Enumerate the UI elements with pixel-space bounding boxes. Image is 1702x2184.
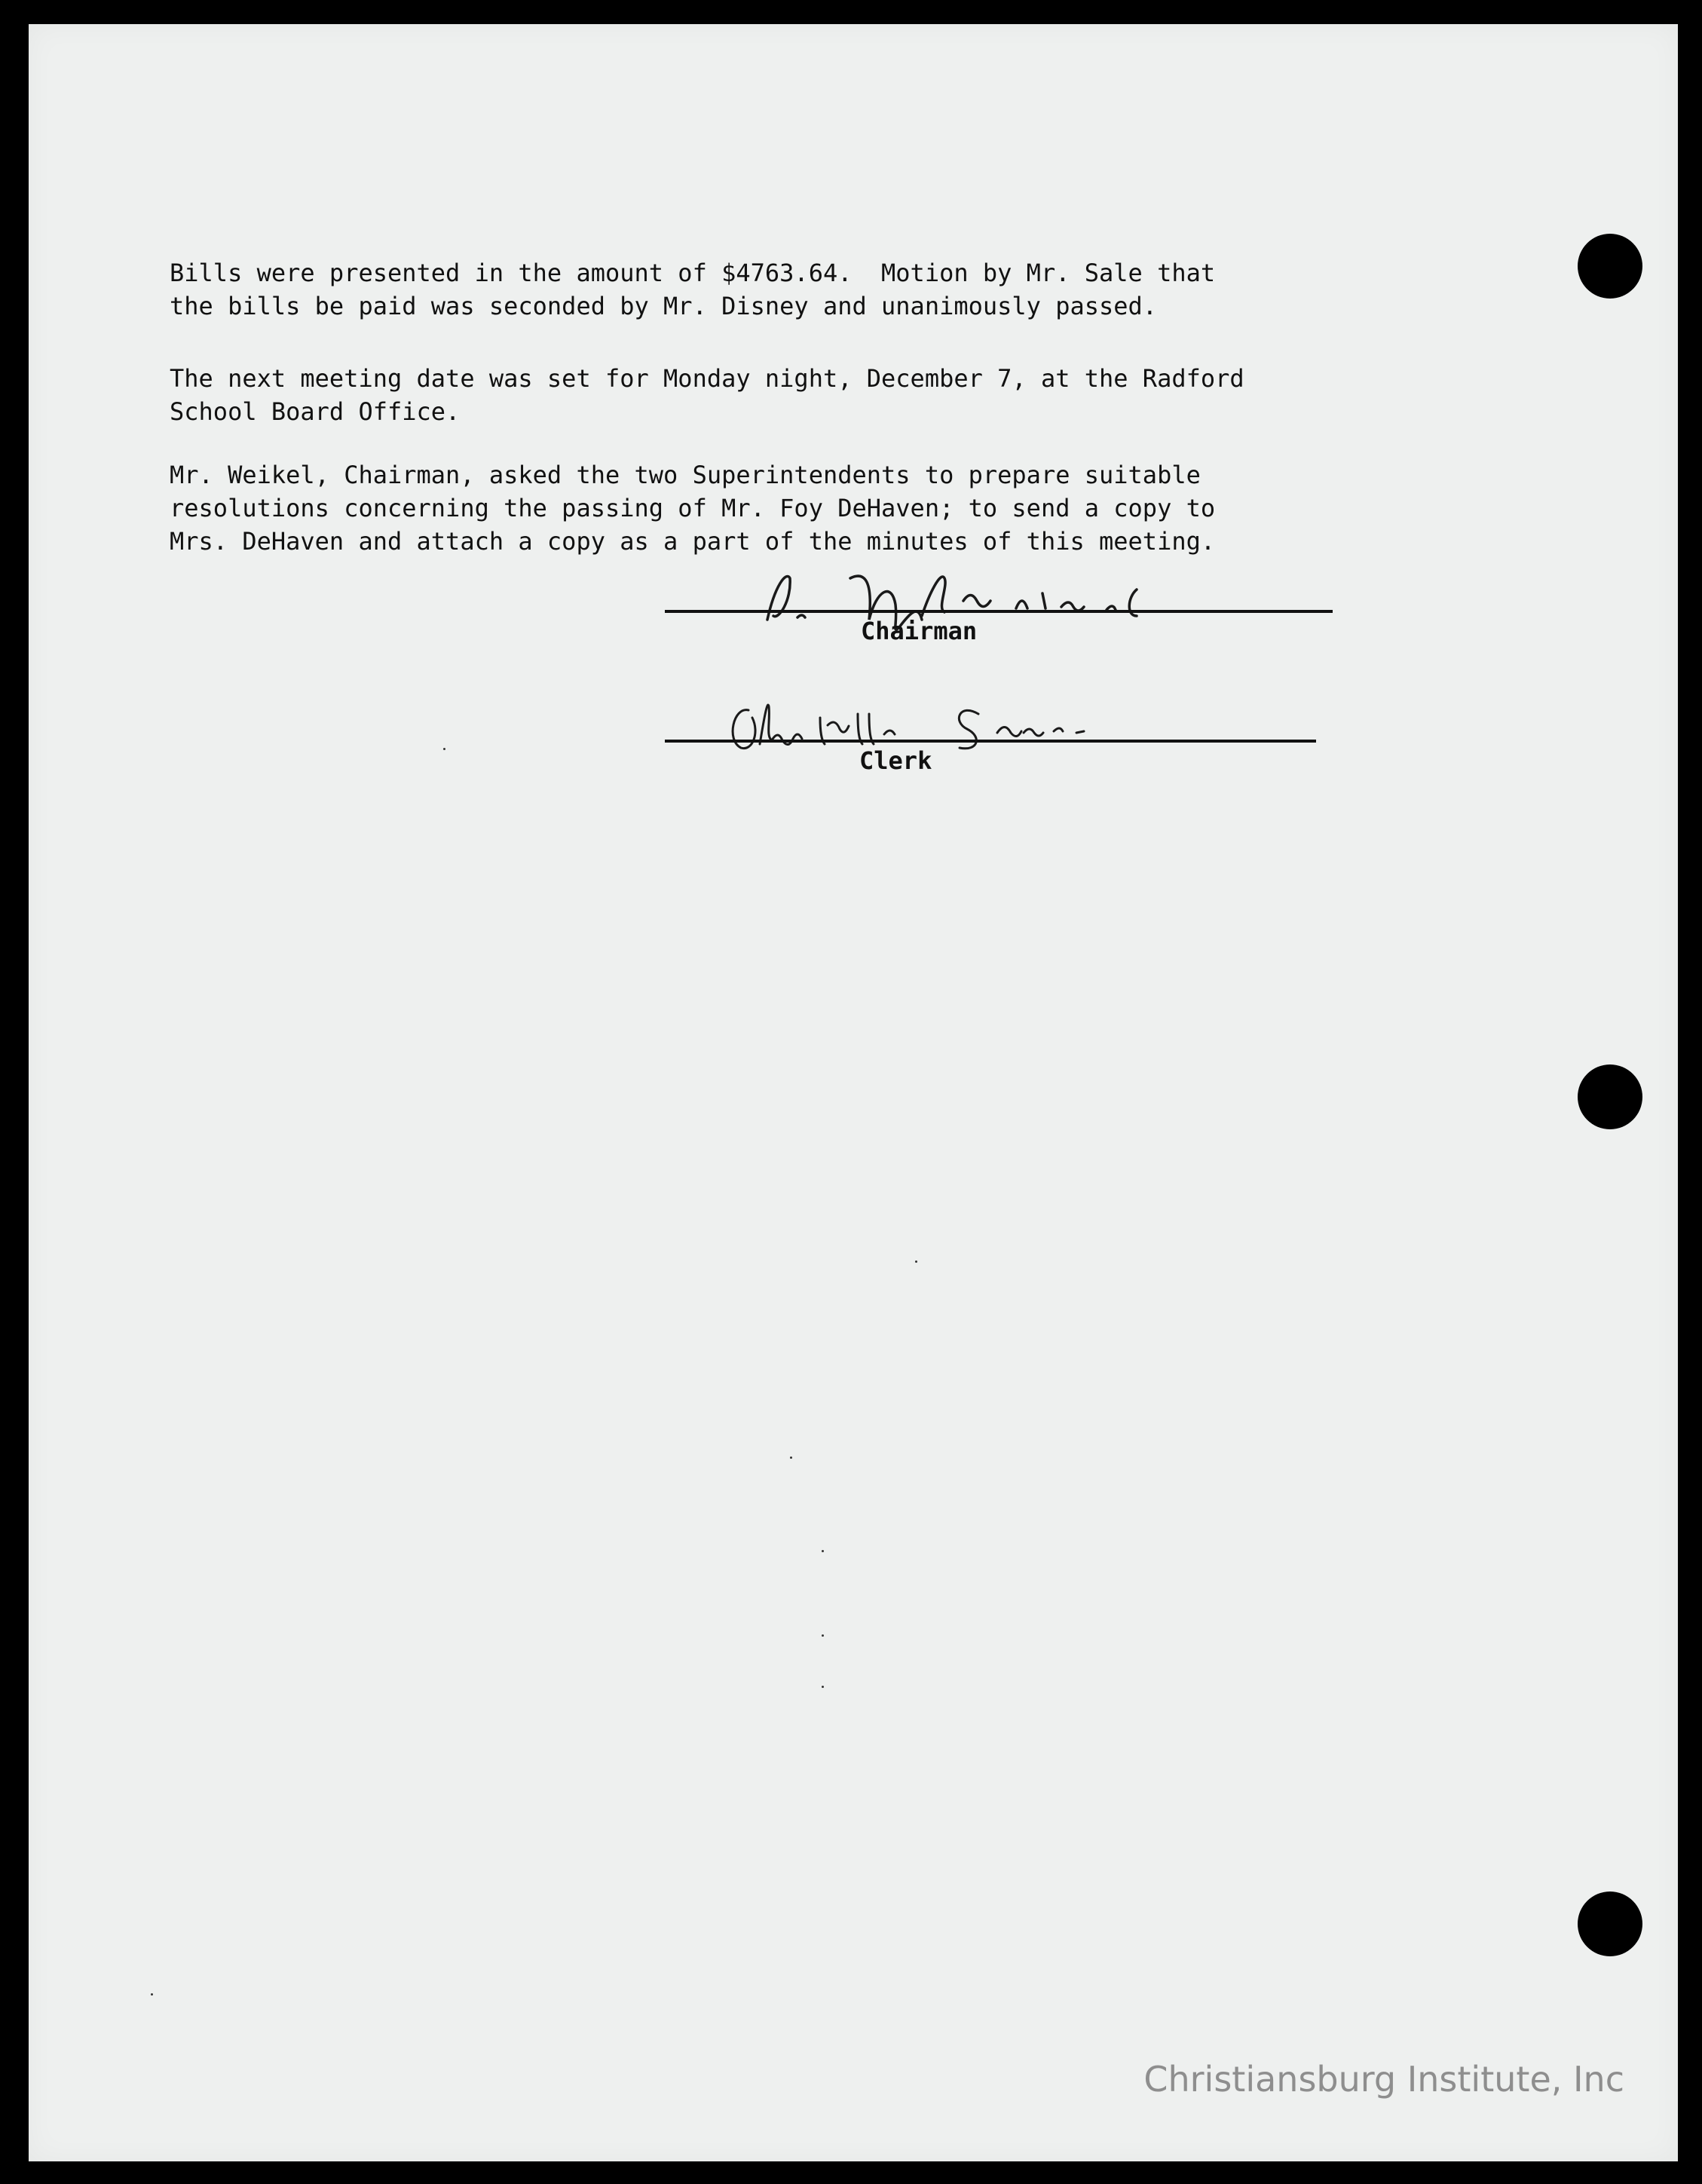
punch-hole-middle — [1578, 1064, 1642, 1129]
document-page — [29, 24, 1678, 2161]
chairman-label: Chairman — [861, 617, 978, 645]
paragraph-resolutions: Mr. Weikel, Chairman, asked the two Superintendents to prepare suitable resolutions concerning the passing of Mr. Foy DeHaven; to send a copy to Mrs. DeHaven and attach a copy as a part of the minutes of this meeting. — [170, 461, 1216, 556]
chairman-signature-line — [665, 610, 1333, 613]
paragraph-bills: Bills were presented in the amount of $4763.64. Motion by Mr. Sale that the bills be paid was seconded by Mr. Disney and unanimously passed. — [170, 259, 1216, 320]
clerk-signature — [707, 680, 1265, 763]
paper-speck — [822, 1550, 824, 1552]
clerk-signature-line — [665, 740, 1316, 743]
paper-speck — [790, 1457, 792, 1459]
paragraph-next-meeting: The next meeting date was set for Monday night, December 7, at the Radford School Board Office. — [170, 364, 1244, 426]
chairman-signature — [745, 556, 1333, 639]
paper-speck — [443, 748, 445, 750]
watermark-text: Christiansburg Institute, Inc — [1143, 2059, 1624, 2100]
paper-speck — [822, 1686, 824, 1688]
punch-hole-bottom — [1578, 1891, 1642, 1956]
paper-speck — [151, 1993, 153, 1996]
paper-speck — [822, 1634, 824, 1637]
clerk-label: Clerk — [859, 746, 932, 775]
punch-hole-top — [1578, 234, 1642, 299]
paper-speck — [915, 1260, 917, 1263]
